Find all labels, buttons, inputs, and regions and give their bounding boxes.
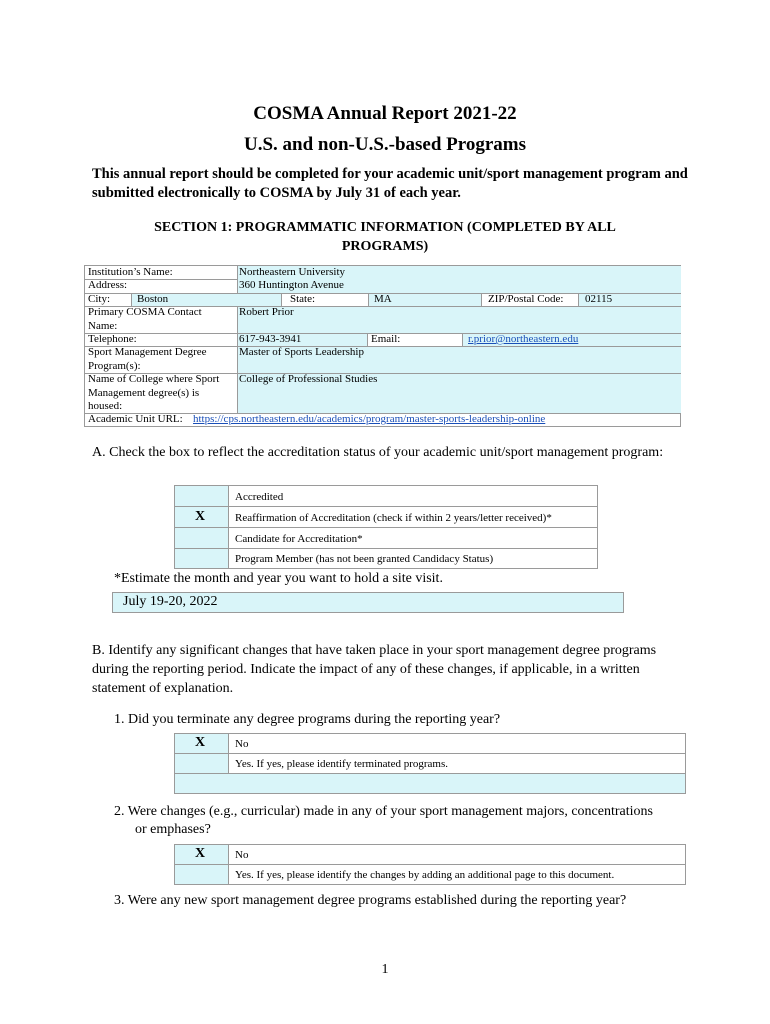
program-info-table: [84, 265, 681, 427]
q1-no-checkbox[interactable]: X: [195, 735, 206, 750]
question-1: 1. Did you terminate any degree programs during the reporting year?: [114, 712, 501, 727]
section-a-question: A. Check the box to reflect the accreditation status of your academic unit/sport management program:: [92, 445, 664, 460]
site-visit-input[interactable]: [112, 592, 624, 613]
q1-option-yes: Yes. If yes, please identify terminated programs.: [235, 758, 449, 770]
site-visit-value: July 19-20, 2022: [123, 594, 218, 609]
institution-label: Institution’s Name:: [88, 266, 173, 278]
section-title: SECTION 1: PROGRAMMATIC INFORMATION (COMPLETED BY ALL PROGRAMS): [154, 220, 616, 254]
zip-label: ZIP/Postal Code:: [488, 293, 564, 305]
option-reaffirmation: Reaffirmation of Accreditation (check if within 2 years/letter received)*: [235, 512, 552, 524]
telephone-label: Telephone:: [88, 333, 137, 345]
q2-option-no: No: [235, 849, 249, 861]
question-3: 3. Were any new sport management degree programs established during the reporting year?: [114, 893, 627, 908]
option-candidate: Candidate for Accreditation*: [235, 533, 363, 545]
accreditation-options-table: [174, 485, 598, 569]
site-visit-note: *Estimate the month and year you want to hold a site visit.: [114, 571, 443, 586]
q2-options-table: [174, 844, 686, 885]
q1-options-table: [174, 733, 686, 794]
option-program-member: Program Member (has not been granted Candidacy Status): [235, 553, 494, 565]
email-label: Email:: [371, 333, 401, 345]
state-label: State:: [290, 293, 316, 305]
contact-label: Primary COSMA Contact Name:: [88, 306, 202, 332]
address-label: Address:: [88, 279, 128, 291]
page-number: 1: [381, 962, 389, 977]
question-2: 2. Were changes (e.g., curricular) made in any of your sport management majors, concentrations or emphases?: [114, 804, 653, 837]
college-label: Name of College where Sport Management degree(s) is housed:: [88, 373, 220, 412]
url-label: Academic Unit URL:: [88, 413, 183, 425]
unit-url-link[interactable]: https://cps.northeastern.edu/academics/program/master-sports-leadership-online: [193, 413, 546, 425]
state-value: MA: [374, 293, 392, 305]
telephone-value: 617-943-3941: [239, 333, 302, 345]
q2-no-checkbox[interactable]: X: [195, 846, 206, 861]
degree-value: Master of Sports Leadership: [239, 346, 364, 358]
contact-value: Robert Prior: [239, 306, 294, 318]
section-b-intro: B. Identify any significant changes that have taken place in your sport management degree programs during the reporting period. Indicate the impact of any of these changes, if applicable, in a written statement of explanation.: [92, 643, 657, 696]
report-title: COSMA Annual Report 2021-22: [253, 103, 517, 124]
address-value: 360 Huntington Avenue: [239, 279, 344, 291]
q2-option-yes: Yes. If yes, please identify the changes by adding an additional page to this document.: [235, 869, 615, 881]
q1-option-no: No: [235, 738, 249, 750]
institution-value: Northeastern University: [239, 266, 345, 278]
q1-explanation-input[interactable]: [175, 773, 685, 793]
contact-fill[interactable]: [237, 306, 681, 333]
report-subtitle: U.S. and non-U.S.-based Programs: [243, 134, 527, 155]
option-accredited: Accredited: [235, 491, 284, 503]
city-label: City:: [88, 293, 111, 305]
degree-label: Sport Management Degree Program(s):: [88, 346, 207, 372]
city-value: Boston: [137, 293, 169, 305]
college-value: College of Professional Studies: [239, 373, 378, 385]
reaffirmation-checkbox[interactable]: X: [195, 509, 206, 524]
zip-value: 02115: [585, 293, 613, 305]
intro-text: This annual report should be completed for your academic unit/sport management program and submitted electronically to COSMA by July 31 of each year.: [92, 166, 688, 201]
email-link[interactable]: r.prior@northeastern.edu: [468, 333, 579, 345]
